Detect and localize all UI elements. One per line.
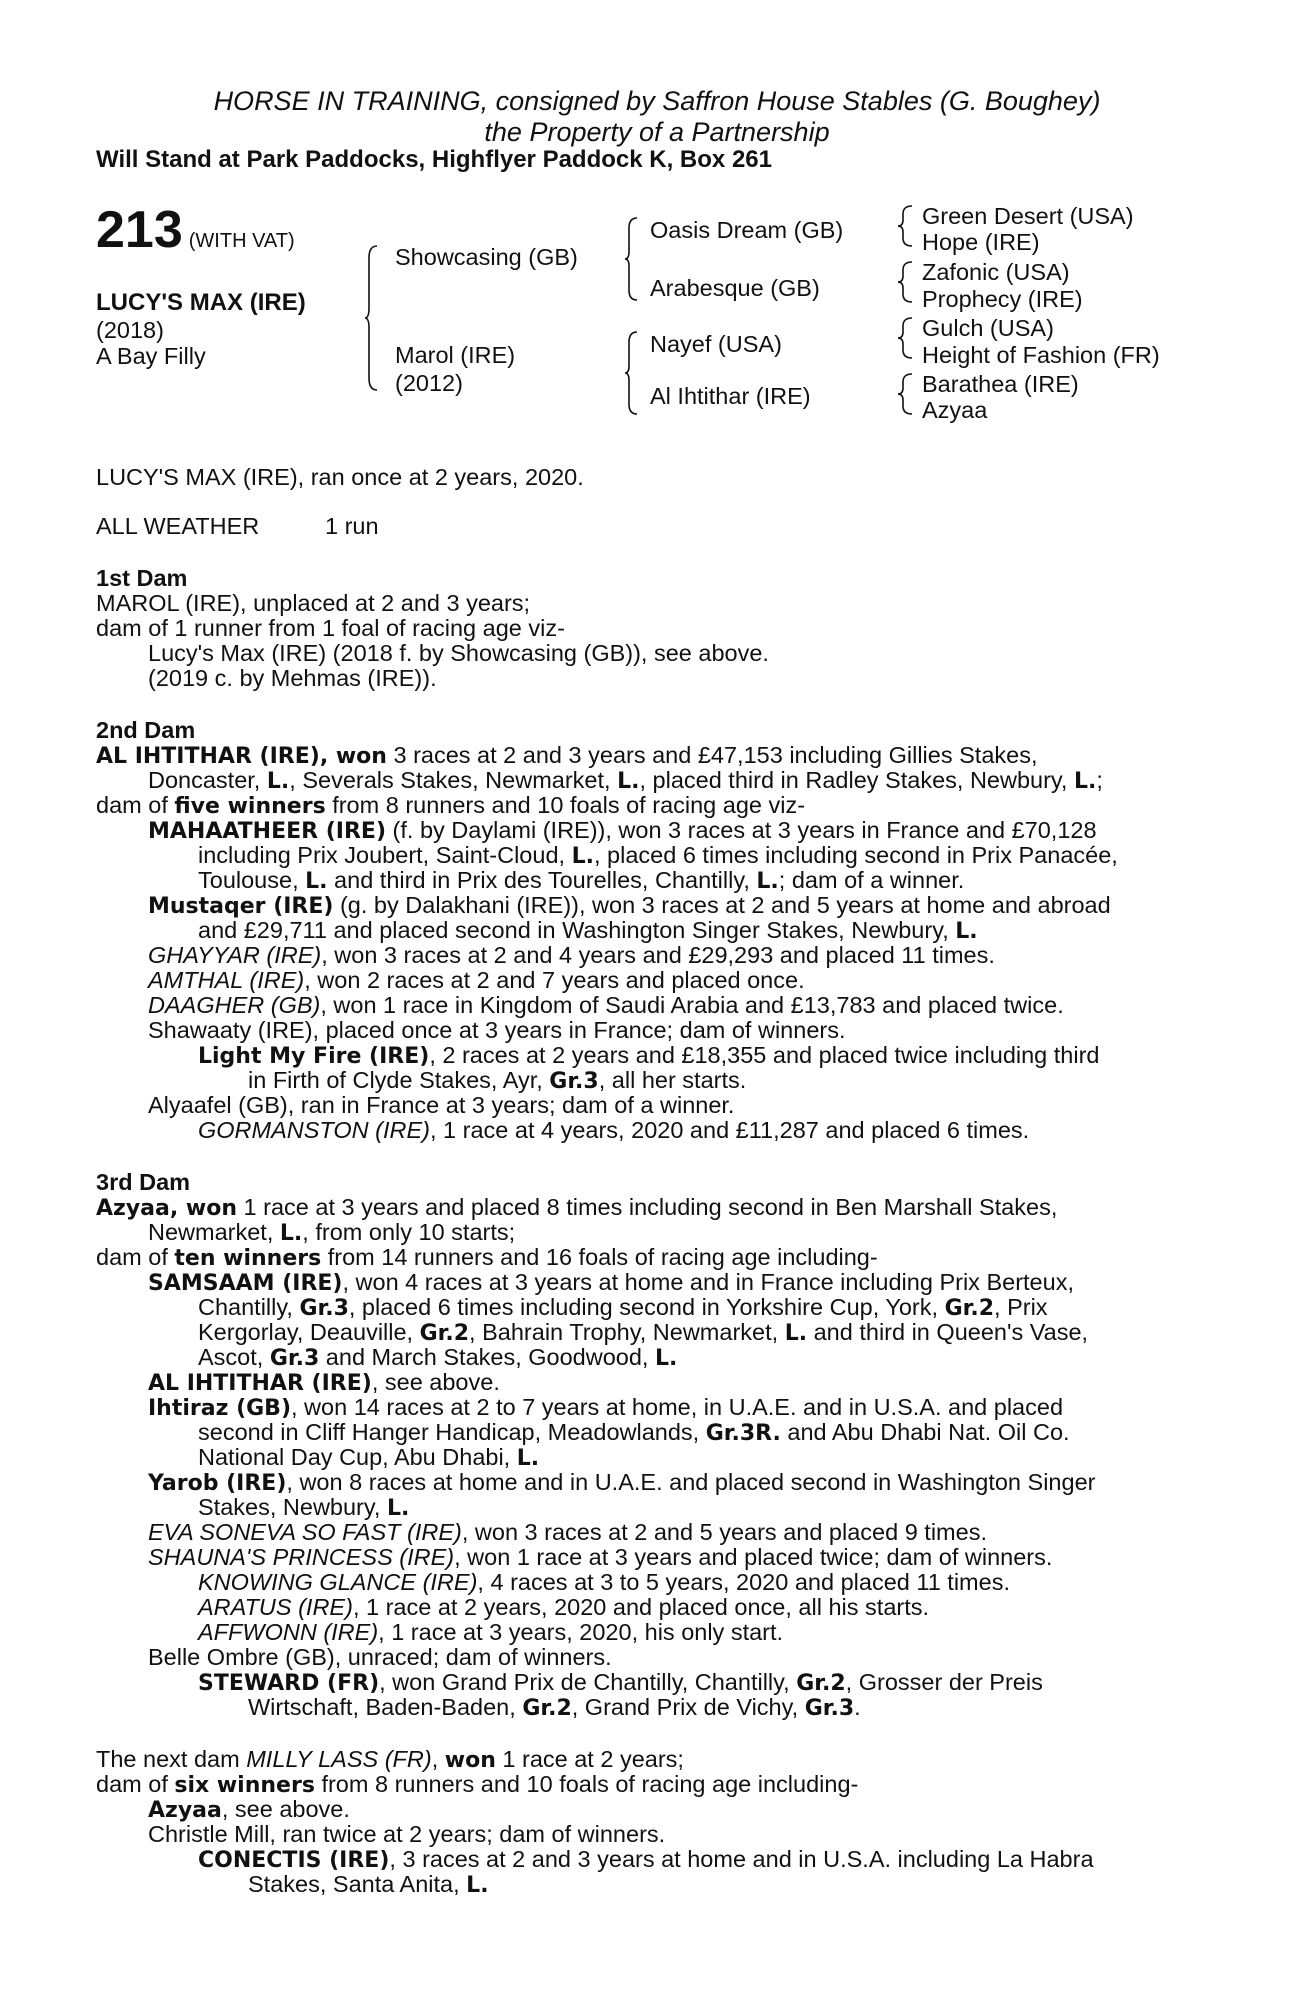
lot-number-block xyxy=(96,202,295,258)
produce-line: AMTHAL (IRE), won 2 races at 2 and 7 years and placed once. xyxy=(148,967,805,993)
pedigree-brace-ds xyxy=(898,316,914,360)
first-dam-line: dam of 1 runner from 1 foal of racing age viz- xyxy=(96,615,565,641)
produce-line: KNOWING GLANCE (IRE), 4 races at 3 to 5 years, 2020 and placed 11 times. xyxy=(198,1569,1010,1595)
produce-line: Chantilly, Gr.3, placed 6 times including second in Yorkshire Cup, York, Gr.2, Prix xyxy=(198,1294,1048,1321)
next-dam-line: dam of six winners from 8 runners and 10 foals of racing age including- xyxy=(96,1771,859,1798)
first-dam-line: MAROL (IRE), unplaced at 2 and 3 years; xyxy=(96,590,531,616)
produce-line: Azyaa, see above. xyxy=(148,1796,350,1823)
pedigree-brace-dam xyxy=(625,330,639,416)
produce-line: Wirtschaft, Baden-Baden, Gr.2, Grand Prix de Vichy, Gr.3. xyxy=(248,1694,861,1721)
stand-location: Will Stand at Park Paddocks, Highflyer Paddock K, Box 261 xyxy=(96,146,772,173)
pedigree-dam-sire: Nayef (USA) xyxy=(650,331,782,357)
produce-line: National Day Cup, Abu Dhabi, L. xyxy=(198,1444,540,1471)
produce-line: DAAGHER (GB), won 1 race in Kingdom of Saudi Arabia and £13,783 and placed twice. xyxy=(148,992,1064,1018)
pedigree-gen3-8: Azyaa xyxy=(922,397,988,423)
pedigree-gen3-2: Hope (IRE) xyxy=(922,229,1040,255)
pedigree-brace-gen1 xyxy=(365,244,379,392)
second-dam-line: dam of five winners from 8 runners and 10 foals of racing age viz- xyxy=(96,792,806,819)
produce-line: EVA SONEVA SO FAST (IRE), won 3 races at 2 and 5 years and placed 9 times. xyxy=(148,1519,987,1545)
pedigree-sire: Showcasing (GB) xyxy=(395,244,578,270)
pedigree-dam-dam: Al Ihtithar (IRE) xyxy=(650,383,811,409)
vat-note: (WITH VAT) xyxy=(188,230,295,252)
produce-line: Yarob (IRE), won 8 races at home and in U.A.E. and placed second in Washington Singer xyxy=(148,1469,1096,1496)
produce-line: and £29,711 and placed second in Washington Singer Stakes, Newbury, L. xyxy=(198,917,978,944)
pedigree-gen3-5: Gulch (USA) xyxy=(922,315,1054,341)
produce-line: Christle Mill, ran twice at 2 years; dam of winners. xyxy=(148,1821,666,1847)
produce-line: in Firth of Clyde Stakes, Ayr, Gr.3, all her starts. xyxy=(248,1067,747,1094)
second-dam-heading: 2nd Dam xyxy=(96,717,196,743)
second-dam-line: Doncaster, L., Severals Stakes, Newmarket, L., placed third in Radley Stakes, Newbury, L.; xyxy=(148,767,1103,794)
pedigree-gen3-3: Zafonic (USA) xyxy=(922,259,1070,285)
produce-line: Stakes, Santa Anita, L. xyxy=(248,1871,489,1898)
produce-line: Ihtiraz (GB), won 14 races at 2 to 7 years at home, in U.A.E. and in U.S.A. and placed xyxy=(148,1394,1064,1421)
pedigree-sire-dam: Arabesque (GB) xyxy=(650,275,820,301)
ownership-line: the Property of a Partnership xyxy=(484,117,830,147)
produce-line: SHAUNA'S PRINCESS (IRE), won 1 race at 3 years and placed twice; dam of winners. xyxy=(148,1544,1053,1570)
produce-line: AL IHTITHAR (IRE), see above. xyxy=(148,1369,500,1396)
produce-line: second in Cliff Hanger Handicap, Meadowlands, Gr.3R. and Abu Dhabi Nat. Oil Co. xyxy=(198,1419,1070,1446)
produce-line: AFFWONN (IRE), 1 race at 3 years, 2020, his only start. xyxy=(198,1619,784,1645)
horse-description: A Bay Filly xyxy=(96,343,206,369)
produce-line: Shawaaty (IRE), placed once at 3 years in France; dam of winners. xyxy=(148,1017,846,1043)
pedigree-brace-sire xyxy=(625,216,639,302)
pedigree-gen3-4: Prophecy (IRE) xyxy=(922,286,1083,312)
produce-line: Kergorlay, Deauville, Gr.2, Bahrain Trophy, Newmarket, L. and third in Queen's Vase, xyxy=(198,1319,1089,1346)
third-dam-line: dam of ten winners from 14 runners and 16 foals of racing age including- xyxy=(96,1244,878,1271)
produce-line: Light My Fire (IRE), 2 races at 2 years and £18,355 and placed twice including third xyxy=(198,1042,1100,1069)
produce-line: Mustaqer (IRE) (g. by Dalakhani (IRE)), won 3 races at 2 and 5 years at home and abroad xyxy=(148,892,1111,919)
produce-line: CONECTIS (IRE), 3 races at 2 and 3 years at home and in U.S.A. including La Habra xyxy=(198,1846,1094,1873)
pedigree-brace-ss xyxy=(898,204,914,248)
produce-line: GORMANSTON (IRE), 1 race at 4 years, 2020 and £11,287 and placed 6 times. xyxy=(198,1117,1030,1143)
pedigree-brace-dd xyxy=(898,372,914,416)
horse-name: LUCY'S MAX (IRE) xyxy=(96,289,306,316)
produce-line: ARATUS (IRE), 1 race at 2 years, 2020 and placed once, all his starts. xyxy=(198,1594,930,1620)
produce-line: Toulouse, L. and third in Prix des Tourelles, Chantilly, L.; dam of a winner. xyxy=(198,867,965,894)
pedigree-brace-sd xyxy=(898,260,914,304)
horse-year: (2018) xyxy=(96,317,164,343)
produce-line: Alyaafel (GB), ran in France at 3 years; dam of a winner. xyxy=(148,1092,735,1118)
produce-line: GHAYYAR (IRE), won 3 races at 2 and 4 years and £29,293 and placed 11 times. xyxy=(148,942,995,968)
pedigree-gen3-7: Barathea (IRE) xyxy=(922,371,1079,397)
next-dam-line: The next dam MILLY LASS (FR), won 1 race at 2 years; xyxy=(96,1746,684,1773)
produce-line: Stakes, Newbury, L. xyxy=(198,1494,410,1521)
pedigree-dam-year: (2012) xyxy=(395,370,463,396)
second-dam-line: AL IHTITHAR (IRE), won 3 races at 2 and 3 years and £47,153 including Gillies Stakes, xyxy=(96,742,1038,769)
pedigree-gen3-6: Height of Fashion (FR) xyxy=(922,342,1160,368)
first-dam-line: Lucy's Max (IRE) (2018 f. by Showcasing (GB)), see above. xyxy=(148,640,769,666)
produce-line: SAMSAAM (IRE), won 4 races at 3 years at home and in France including Prix Berteux, xyxy=(148,1269,1074,1296)
pedigree-gen3-1: Green Desert (USA) xyxy=(922,203,1134,229)
all-weather-label: ALL WEATHER xyxy=(96,513,260,539)
third-dam-line: Newmarket, L., from only 10 starts; xyxy=(148,1219,516,1246)
produce-line: MAHAATHEER (IRE) (f. by Daylami (IRE)), won 3 races at 3 years in France and £70,128 xyxy=(148,817,1097,844)
produce-line: including Prix Joubert, Saint-Cloud, L., placed 6 times including second in Prix Panacée, xyxy=(198,842,1118,869)
pedigree-sire-sire: Oasis Dream (GB) xyxy=(650,217,844,243)
catalogue-header: HORSE IN TRAINING, consigned by Saffron House Stables (G. Boughey) xyxy=(213,86,1101,116)
produce-line: STEWARD (FR), won Grand Prix de Chantilly, Chantilly, Gr.2, Grosser der Preis xyxy=(198,1669,1043,1696)
produce-line: Belle Ombre (GB), unraced; dam of winners. xyxy=(148,1644,612,1670)
pedigree-dam: Marol (IRE) xyxy=(395,342,516,368)
third-dam-heading: 3rd Dam xyxy=(96,1169,191,1195)
first-dam-heading: 1st Dam xyxy=(96,565,188,591)
first-dam-line: (2019 c. by Mehmas (IRE)). xyxy=(148,665,437,691)
third-dam-line: Azyaa, won 1 race at 3 years and placed 8 times including second in Ben Marshall Stakes, xyxy=(96,1194,1058,1221)
produce-line: Ascot, Gr.3 and March Stakes, Goodwood, L. xyxy=(198,1344,678,1371)
race-summary: LUCY'S MAX (IRE), ran once at 2 years, 2020. xyxy=(96,464,584,490)
all-weather-runs: 1 run xyxy=(325,513,379,539)
lot-number: 213 xyxy=(96,201,183,259)
